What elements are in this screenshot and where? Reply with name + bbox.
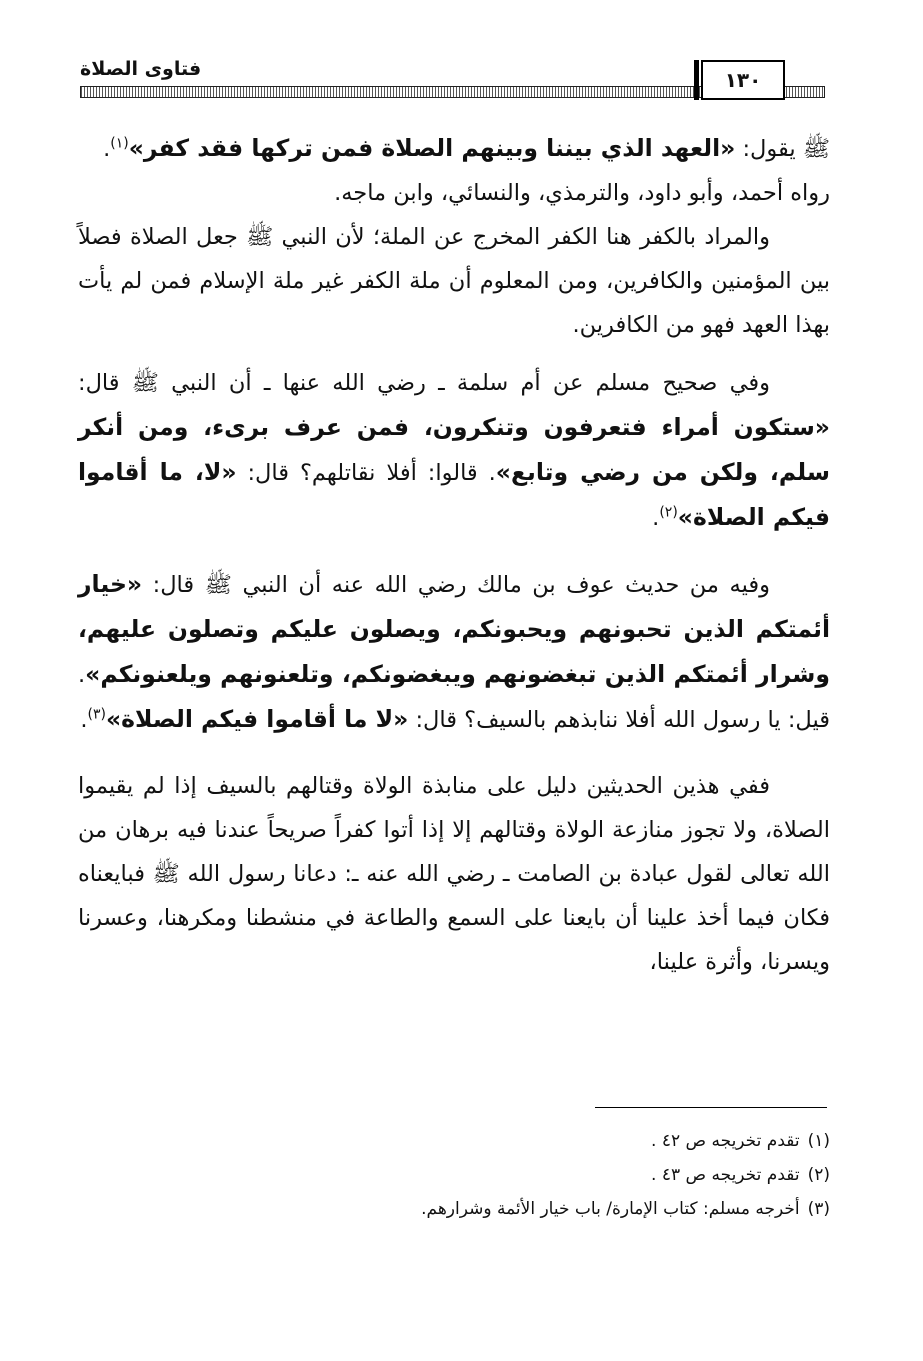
footnote-1	[78, 1124, 830, 1158]
main-text	[78, 126, 830, 984]
footnotes	[78, 1124, 830, 1226]
footnote-number: (٣)	[807, 1199, 830, 1219]
hadith-quote: «العهد الذي بيننا وبينهم الصلاة فمن تركها فقد كفر»	[128, 134, 736, 162]
footnote-number: (١)	[807, 1131, 830, 1151]
footnote-ref-2: (٢)	[659, 504, 678, 521]
footnote-2	[78, 1158, 830, 1192]
footnote-separator	[595, 1107, 827, 1108]
footnote-text: تقدم تخريجه ص ٤٣ .	[651, 1165, 800, 1185]
paragraph-5-middle: . قيل: يا رسول الله أفلا ننابذهم بالسيف؟ قال:	[78, 662, 830, 733]
paragraph-3: والمراد بالكفر هنا الكفر المخرج عن الملة؛ لأن النبي ﷺ جعل الصلاة فصلاً بين المؤمنين والكافرين، ومن المعلوم أن ملة الكفر غير ملة الإسلام فمن لم يأت بهذا العهد فهو من الكافرين.	[78, 224, 830, 338]
footnote-3	[78, 1192, 830, 1226]
paragraph-4-middle: . قالوا: أفلا نقاتلهم؟ قال:	[236, 460, 496, 486]
footnote-text: أخرجه مسلم: كتاب الإمارة/ باب خيار الأئمة وشرارهم.	[421, 1199, 800, 1219]
hadith-quote: «لا، ما أقاموا فيكم الصلاة»	[78, 458, 830, 531]
paragraph-1-lead: ﷺ يقول:	[735, 136, 830, 162]
paragraph-5	[78, 562, 830, 742]
paragraph-1	[78, 126, 830, 171]
paragraph-5-lead: وفيه من حديث عوف بن مالك رضي الله عنه أن النبي ﷺ قال:	[142, 572, 770, 598]
paragraph-4-lead: وفي صحيح مسلم عن أم سلمة ـ رضي الله عنها ـ أن النبي ﷺ قال:	[78, 370, 770, 396]
hadith-quote: «ستكون أمراء فتعرفون وتنكرون، فمن عرف برىء، ومن أنكر سلم، ولكن من رضي وتابع»	[78, 413, 830, 486]
paragraph-6: ففي هذين الحديثين دليل على منابذة الولاة وقتالهم بالسيف إذا لم يقيموا الصلاة، ولا تجوز منازعة الولاة وقتالهم إلا إذا أتوا كفراً صريحاً عندنا فيه برهان من الله تعالى لقول عبادة بن الصامت ـ رضي الله عنه ـ: دعانا رسول الله ﷺ فبايعناه فكان فيما أخذ علينا أن بايعنا على السمع والطاعة في منشطنا ومكرهنا، وعسرنا ويسرنا، وأثرة علينا،	[78, 773, 830, 975]
page-number: ١٣٠	[701, 60, 785, 100]
paragraph-1-tail: .	[103, 136, 111, 162]
paragraph-4	[78, 361, 830, 540]
footnote-number: (٢)	[807, 1165, 830, 1185]
page-header	[80, 58, 825, 102]
footnote-ref-3: (٣)	[87, 706, 106, 723]
footnote-text: تقدم تخريجه ص ٤٢ .	[651, 1131, 800, 1151]
hadith-quote: «لا ما أقاموا فيكم الصلاة»	[105, 705, 409, 733]
book-title: فتاوى الصلاة	[80, 58, 202, 80]
footnote-ref-1: (١)	[110, 135, 129, 152]
paragraph-5-tail: .	[80, 707, 88, 733]
paragraph-2: رواه أحمد، وأبو داود، والترمذي، والنسائي، وابن ماجه.	[334, 180, 830, 206]
hadith-quote: «خيار أئمتكم الذين تحبونهم ويحبونكم، ويصلون عليكم وتصلون عليهم، وشرار أئمتكم الذين تبغضونهم ويبغضونكم، وتلعنونهم ويلعنونكم»	[78, 570, 830, 688]
paragraph-4-tail: .	[652, 505, 660, 531]
